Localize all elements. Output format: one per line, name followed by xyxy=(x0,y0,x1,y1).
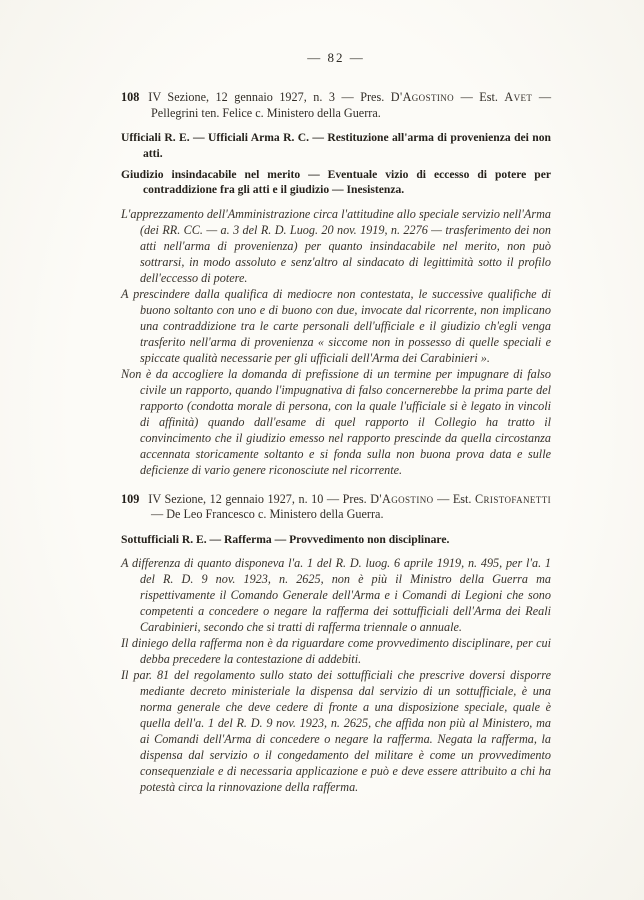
header-mid: — Est. xyxy=(433,491,475,506)
subject-lines xyxy=(121,532,551,547)
body-paragraph: Il par. 81 del regolamento sullo stato dei sottufficiali che prescrive doversi disporre mediante decreto ministeriale la dispensa dal servizio di un sottufficiale, è una norma generale che deve cedere di fronte a una disposizione speciale, quale è quella dell'a. 1 del R. D. 9 nov. 1923, n. 2625, che affida non più al Ministero, ma ai Comandi dell'Arma di concedere o negare la rafferma. Negata la rafferma, la dispensa dal servizio o il congedamento del militare è come un provvedimento consequenziale e di necessaria applicazione e può e deve essere attribuito a chi ha potestà circa la rinnovazione della rafferma. xyxy=(121,668,551,795)
entry-body xyxy=(121,555,551,795)
text-block xyxy=(121,50,551,795)
case-entry-108 xyxy=(121,90,551,478)
body-paragraph: Non è da accogliere la domanda di prefissione di un termine per impugnare di falso civile un rapporto, quando l'impugnativa di falso concernerebbe la prima parte del rapporto (condotta morale di persona, con la quale l'ufficiale si è legato in vincoli di affinità) quando dall'esame di quel rapporto il Collegio ha tratto il convincimento che il giudizio emesso nel rapporto prescinde da quella circostanza accennata storicamente soltanto e si fonda sulla non buona prova data e sulle deficienze di vario genere riconosciute nel ricorrente. xyxy=(121,366,551,477)
header-pre: IV Sezione, 12 gennaio 1927, n. 10 — Pres. xyxy=(148,491,371,506)
entry-number: 109 xyxy=(121,491,140,506)
header-president-name: D'Agostino xyxy=(390,90,455,104)
header-post: — De Leo Francesco c. Ministero della Guerra. xyxy=(151,507,384,522)
entry-header xyxy=(121,90,551,121)
entry-body xyxy=(121,206,551,478)
header-mid: — Est. xyxy=(454,90,505,104)
body-paragraph: A differenza di quanto disponeva l'a. 1 del R. D. luog. 6 aprile 1919, n. 495, per l'a. 1 del R. D. 9 nov. 1923, n. 2625, non è più il Ministro della Guerra ma rispettivamente il Comando Generale dell'Arma e i Comandi di Legioni che sono competenti a concedere o negare la rafferma dei sottufficiali dell'Arma dei Reali Carabinieri, secondo che si tratti di rafferma triennale o annuale. xyxy=(121,556,551,635)
header-president-name: D'Agostino xyxy=(370,491,434,506)
body-paragraph: A prescindere dalla qualifica di mediocre non contestata, le successive qualifiche di buono soltanto con uno e di buono con due, invocate dal ricorrente, non implicano una contraddizione tra le carte personali dell'ufficiale e il giudizio ch'egli venga trasferito nell'arma di provenienza « siccome non in possesso di quelle speciali e spiccate qualità necessarie per gli ufficiali dell'Arma dei Carabinieri ». xyxy=(121,286,551,365)
subject-lines xyxy=(121,130,551,198)
header-estensore-name: Cristofanetti xyxy=(475,491,551,506)
header-post: — Pellegrini ten. Felice c. Ministero della Guerra. xyxy=(151,90,552,120)
body-paragraph: L'apprezzamento dell'Amministrazione circa l'attitudine allo speciale servizio nell'Arma (dei RR. CC. — a. 3 del R. D. Luog. 20 nov. 1919, n. 2276 — trasferimento dei non atti nell'arma di provenienza) per quanto insindacabile nel merito, non può sottrarsi, in modo assoluto e senz'altro al sindacato di legittimità sotto il profilo dell'eccesso di potere. xyxy=(121,206,551,285)
entry-number: 108 xyxy=(121,90,140,104)
subject-line: Sottufficiali R. E. — Rafferma — Provvedimento non disciplinare. xyxy=(121,533,450,546)
case-entry-109 xyxy=(121,492,551,796)
page-number: — 82 — xyxy=(307,50,365,65)
subject-line: Giudizio insindacabile nel merito — Eventuale vizio di eccesso di potere per contraddizione fra gli atti e il giudizio — Inesistenza. xyxy=(121,168,551,197)
subject-line: Ufficiali R. E. — Ufficiali Arma R. C. — Restituzione all'arma di provenienza dei non atti. xyxy=(121,131,551,160)
header-pre: IV Sezione, 12 gennaio 1927, n. 3 — Pres. xyxy=(148,90,391,104)
body-paragraph: Il diniego della rafferma non è da riguardare come provvedimento disciplinare, per cui debba precedere la contestazione di addebiti. xyxy=(121,636,551,667)
entry-header xyxy=(121,492,551,523)
header-estensore-name: Avet xyxy=(504,90,533,104)
